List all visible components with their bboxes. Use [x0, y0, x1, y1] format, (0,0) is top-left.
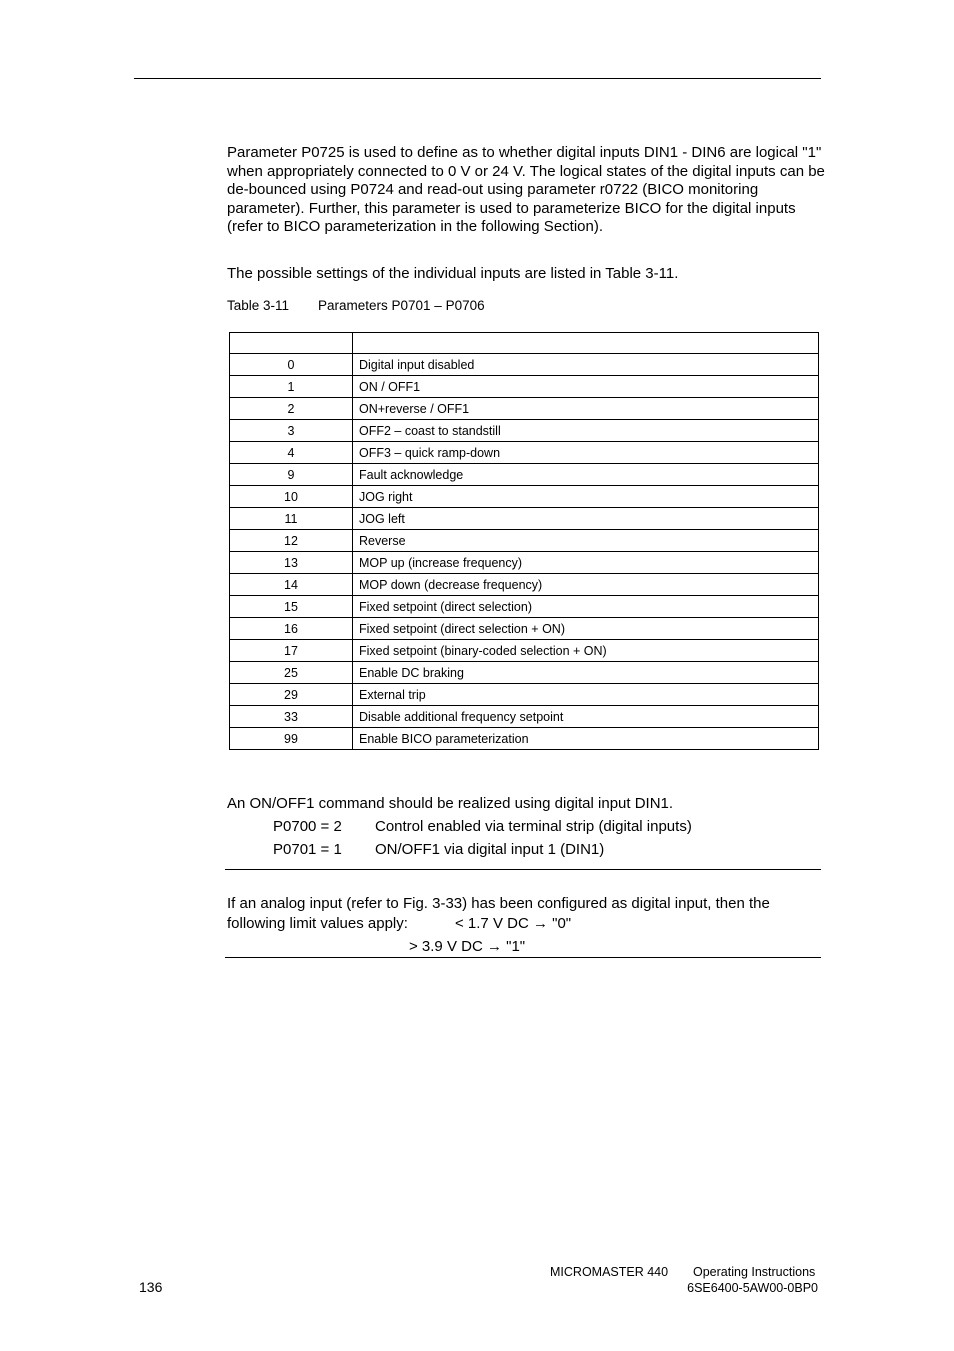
example-param-1: P0700 = 2 [273, 818, 342, 835]
limit-high: > 3.9 V DC → "1" [409, 938, 526, 955]
setting-value: 1 [230, 376, 353, 398]
setting-value: 99 [230, 728, 353, 750]
table-row [230, 398, 819, 420]
setting-value: 14 [230, 574, 353, 596]
table-row [230, 662, 819, 684]
setting-description: Enable BICO parameterization [353, 728, 819, 750]
table-row [230, 508, 819, 530]
table-reference-paragraph: The possible settings of the individual inputs are listed in Table 3-11. [227, 265, 679, 282]
table-row [230, 552, 819, 574]
table-caption [227, 298, 485, 313]
example-text-2: ON/OFF1 via digital input 1 (DIN1) [375, 841, 605, 858]
page-number: 136 [139, 1279, 163, 1295]
setting-value: 17 [230, 640, 353, 662]
table-row [230, 530, 819, 552]
setting-description: OFF2 – coast to standstill [353, 420, 819, 442]
setting-description: ON+reverse / OFF1 [353, 398, 819, 420]
setting-description: OFF3 – quick ramp-down [353, 442, 819, 464]
example-param-2: P0701 = 1 [273, 841, 342, 858]
setting-description: Disable additional frequency setpoint [353, 706, 819, 728]
setting-description: JOG left [353, 508, 819, 530]
table-row [230, 376, 819, 398]
setting-description: Fixed setpoint (direct selection) [353, 596, 819, 618]
table-row [230, 596, 819, 618]
setting-value: 16 [230, 618, 353, 640]
note-line-1: If an analog input (refer to Fig. 3-33) has been configured as digital input, then the [227, 895, 770, 912]
table-caption-title: Parameters P0701 – P0706 [318, 298, 485, 313]
example-divider [225, 869, 821, 870]
setting-value: 25 [230, 662, 353, 684]
setting-description: JOG right [353, 486, 819, 508]
table-row [230, 706, 819, 728]
footer-doc-number: 6SE6400-5AW00-0BP0 [687, 1281, 818, 1295]
setting-value: 13 [230, 552, 353, 574]
example-intro: An ON/OFF1 command should be realized using digital input DIN1. [227, 795, 674, 812]
limit-low: < 1.7 V DC → "0" [455, 915, 572, 932]
table-row [230, 618, 819, 640]
setting-value: 12 [230, 530, 353, 552]
setting-value: 29 [230, 684, 353, 706]
header-rule [134, 78, 821, 79]
note-line-2-label: following limit values apply: [227, 915, 408, 932]
table-row [230, 684, 819, 706]
setting-value: 0 [230, 354, 353, 376]
setting-description: Enable DC braking [353, 662, 819, 684]
setting-value: 3 [230, 420, 353, 442]
setting-value: 2 [230, 398, 353, 420]
table-header-value [230, 333, 353, 354]
note-divider [225, 957, 821, 958]
intro-paragraph: Parameter P0725 is used to define as to whether digital inputs DIN1 - DIN6 are logical "1" when appropriately connected to 0 V or 24 V. The logical states of the digital inputs can be de-bounced using P0724 and read-out using parameter r0722 (BICO monitoring parameter). Further, this parameter is used to parameterize BICO for the digital inputs (refer to BICO parameterization in the following Section). [227, 144, 825, 236]
table-header-row [230, 333, 819, 354]
parameters-table [229, 332, 819, 750]
setting-value: 33 [230, 706, 353, 728]
table-row [230, 354, 819, 376]
setting-description: ON / OFF1 [353, 376, 819, 398]
table-row [230, 442, 819, 464]
table-row [230, 640, 819, 662]
table-row [230, 486, 819, 508]
setting-value: 10 [230, 486, 353, 508]
table-header-description [353, 333, 819, 354]
table-row [230, 728, 819, 750]
setting-description: MOP down (decrease frequency) [353, 574, 819, 596]
table-row [230, 574, 819, 596]
setting-description: External trip [353, 684, 819, 706]
setting-description: MOP up (increase frequency) [353, 552, 819, 574]
setting-description: Fixed setpoint (direct selection + ON) [353, 618, 819, 640]
setting-value: 4 [230, 442, 353, 464]
setting-description: Digital input disabled [353, 354, 819, 376]
table-row [230, 420, 819, 442]
table-caption-number: Table 3-11 [227, 298, 290, 313]
setting-description: Fault acknowledge [353, 464, 819, 486]
setting-value: 15 [230, 596, 353, 618]
setting-description: Reverse [353, 530, 819, 552]
footer-product: MICROMASTER 440 [550, 1265, 669, 1279]
setting-value: 9 [230, 464, 353, 486]
setting-description: Fixed setpoint (binary-coded selection + ON) [353, 640, 819, 662]
example-text-1: Control enabled via terminal strip (digital inputs) [375, 818, 692, 835]
table-body [230, 354, 819, 750]
table-row [230, 464, 819, 486]
setting-value: 11 [230, 508, 353, 530]
footer-doc-type: Operating Instructions [693, 1265, 816, 1279]
